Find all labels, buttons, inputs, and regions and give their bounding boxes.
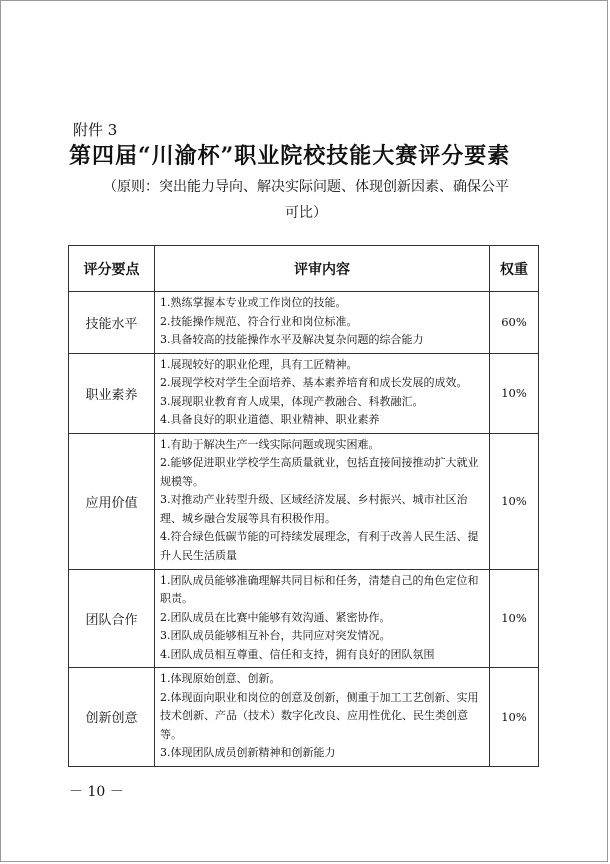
- row-weight: 10%: [490, 668, 539, 767]
- content-item: 2.技能操作规范、符合行业和岗位标准。: [160, 314, 358, 328]
- row-content: [155, 292, 490, 354]
- content-item: 2.团队成员在比赛中能够有效沟通、紧密协作。: [160, 610, 391, 624]
- content-item: 1.展现较好的职业伦理，具有工匠精神。: [160, 357, 358, 371]
- row-key: 职业素养: [69, 353, 155, 433]
- header-weight: 权重: [490, 246, 539, 292]
- content-item: 3.体现团队成员创新精神和创新能力: [160, 746, 336, 759]
- content-item: 2.展现学校对学生全面培养、基本素养培育和成长发展的成效。: [160, 376, 468, 389]
- table-row-innovation: [69, 668, 539, 767]
- row-weight: 10%: [490, 433, 539, 569]
- table-row-application-value: [69, 433, 539, 569]
- row-key: 应用价值: [69, 433, 155, 569]
- header-key: 评分要点: [69, 246, 155, 292]
- row-weight: 10%: [490, 353, 539, 433]
- principle-line-1: （原则：突出能力导向、解决实际问题、体现创新因素、确保公平: [103, 179, 509, 195]
- content-item: 3.展现职业教育育人成果，体现产教融合、科教融汇。: [160, 394, 424, 408]
- attachment-label: 附件 3: [73, 121, 118, 139]
- table-row-skill-level: [69, 292, 539, 354]
- content-item: 4.具备良好的职业道德、职业精神、职业素养: [160, 413, 380, 426]
- table-header-row: [69, 246, 539, 292]
- scoring-table: [68, 245, 539, 767]
- row-content: [155, 353, 490, 433]
- row-key: 创新创意: [69, 668, 155, 767]
- content-item: 3.具备较高的技能操作水平及解决复杂问题的综合能力: [160, 333, 424, 346]
- row-content: [155, 668, 490, 767]
- principle-line-2: 可比）: [285, 205, 327, 221]
- principle-note: [71, 174, 541, 226]
- header-content: 评审内容: [155, 246, 490, 292]
- content-item: 1.团队成员能够准确理解共同目标和任务，清楚自己的角色定位和职责。: [160, 573, 479, 605]
- content-item: 3.团队成员能够相互补台，共同应对突发情况。: [160, 629, 391, 642]
- content-item: 2.体现面向职业和岗位的创意及创新，侧重于加工工艺创新、实用技术创新、产品（技术）数字化改良、应用性优化、民生类创意等。: [160, 690, 479, 741]
- row-key: 团队合作: [69, 569, 155, 668]
- content-item: 1.有助于解决生产一线实际问题或现实困难。: [160, 437, 380, 451]
- document-title: 第四届“川渝杯”职业院校技能大赛评分要素: [69, 143, 511, 169]
- content-item: 1.熟练掌握本专业或工作岗位的技能。: [160, 296, 347, 309]
- row-weight: 60%: [490, 292, 539, 354]
- row-key: 技能水平: [69, 292, 155, 354]
- content-item: 4.符合绿色低碳节能的可持续发展理念，有利于改善人民生活、提升人民生活质量: [160, 530, 479, 562]
- table-row-professional-quality: [69, 353, 539, 433]
- content-item: 3.对推动产业转型升级、区域经济发展、乡村振兴、城市社区治理、城乡融合发展等具有积极作用。: [160, 493, 468, 525]
- row-weight: 10%: [490, 569, 539, 668]
- page-number: － 10 －: [69, 784, 124, 800]
- content-item: 1.体现原始创意、创新。: [160, 672, 281, 685]
- content-item: 2.能够促进职业学校学生高质量就业，包括直接间接推动扩大就业规模等。: [160, 456, 479, 488]
- content-item: 4.团队成员相互尊重、信任和支持，拥有良好的团队氛围: [160, 647, 435, 661]
- row-content: [155, 433, 490, 569]
- row-content: [155, 569, 490, 668]
- table-row-teamwork: [69, 569, 539, 668]
